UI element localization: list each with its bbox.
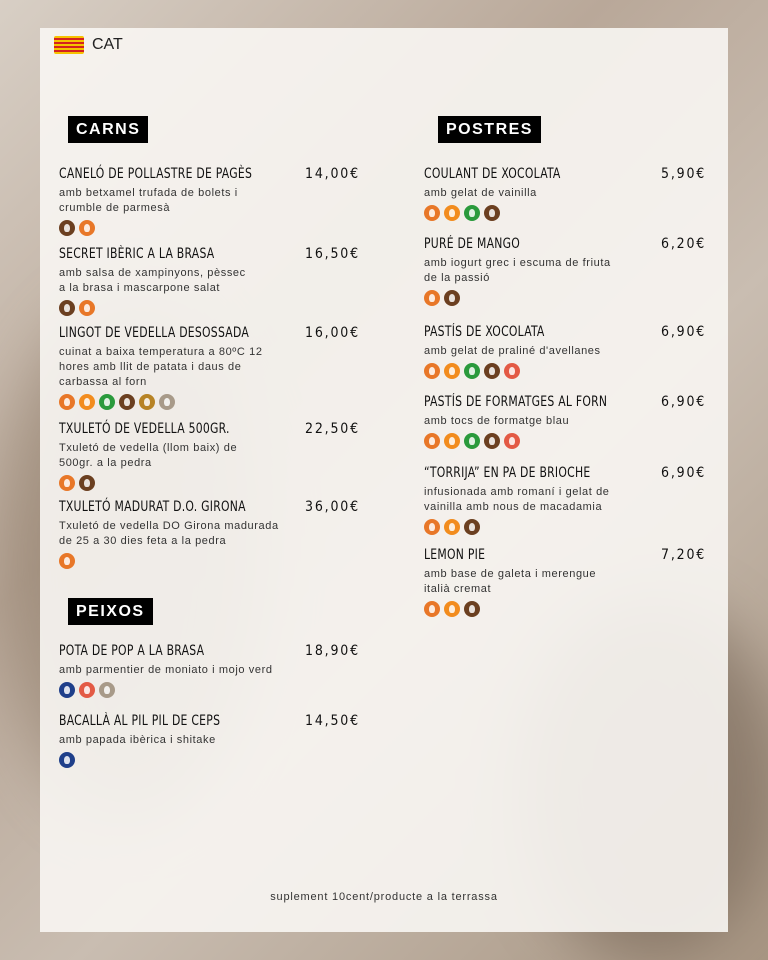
- item-description-line: Txuletó de vedella (llom baix) de: [59, 442, 238, 454]
- item-price: 7,20€: [661, 547, 707, 563]
- nuts-icon: [444, 519, 460, 535]
- allergen-icons: [59, 752, 365, 768]
- item-name: CANELÓ DE POLLASTRE DE PAGÈS: [59, 166, 253, 182]
- menu-item: [59, 643, 365, 698]
- item-name: LEMON PIE: [424, 547, 486, 563]
- nuts-icon: [444, 363, 460, 379]
- allergen-icons: [424, 433, 721, 449]
- dairy-icon: [79, 475, 95, 491]
- allergen-icons: [424, 290, 721, 306]
- item-description-line: italià cremat: [424, 583, 492, 595]
- egg-icon: [504, 433, 520, 449]
- section-title-peixos: PEIXOS: [68, 598, 153, 625]
- dairy-icon: [444, 290, 460, 306]
- allergen-icons: [59, 682, 365, 698]
- allergen-icons: [59, 220, 365, 236]
- dairy-icon: [119, 394, 135, 410]
- item-name: BACALLÀ AL PIL PIL DE CEPS: [59, 713, 221, 729]
- allergen-icons: [59, 300, 365, 316]
- item-price: 6,90€: [661, 465, 707, 481]
- item-description-line: amb parmentier de moniato i mojo verd: [59, 664, 273, 676]
- celery-icon: [464, 433, 480, 449]
- item-price: 6,20€: [661, 236, 707, 252]
- gluten-icon: [424, 601, 440, 617]
- sesame-icon: [159, 394, 175, 410]
- item-description-line: hores amb llit de patata i daus de: [59, 361, 242, 373]
- terrace-surcharge-note: suplement 10cent/producte a la terrassa: [270, 891, 498, 903]
- item-price: 22,50€: [305, 421, 360, 437]
- fish-icon: [59, 752, 75, 768]
- nuts-icon: [79, 394, 95, 410]
- celery-icon: [464, 363, 480, 379]
- dairy-icon: [484, 205, 500, 221]
- gluten-icon: [424, 519, 440, 535]
- item-name: TXULETÓ DE VEDELLA 500GR.: [59, 421, 230, 437]
- nuts-icon: [444, 601, 460, 617]
- item-name: COULANT DE XOCOLATA: [424, 166, 561, 182]
- nuts-icon: [444, 433, 460, 449]
- item-description-line: amb tocs de formatge blau: [424, 415, 570, 427]
- item-description: [59, 266, 365, 296]
- item-name: POTA DE POP A LA BRASA: [59, 643, 205, 659]
- dairy-icon: [484, 363, 500, 379]
- gluten-icon: [79, 220, 95, 236]
- dairy-icon: [484, 433, 500, 449]
- menu-item: [424, 465, 721, 535]
- language-label: CAT: [92, 36, 123, 53]
- item-description-line: Txuletó de vedella DO Girona madurada: [59, 520, 279, 532]
- item-name: TXULETÓ MADURAT D.O. GIRONA: [59, 499, 246, 515]
- allergen-icons: [424, 601, 721, 617]
- item-price: 5,90€: [661, 166, 707, 182]
- egg-icon: [79, 682, 95, 698]
- sesame-icon: [99, 682, 115, 698]
- item-description-line: amb betxamel trufada de bolets i: [59, 187, 238, 199]
- catalan-flag-icon: [54, 36, 84, 54]
- allergen-icons: [424, 205, 721, 221]
- menu-item: [59, 421, 365, 491]
- item-description: [59, 345, 365, 390]
- allergen-icons: [59, 475, 365, 491]
- nuts-icon: [444, 205, 460, 221]
- item-price: 6,90€: [661, 394, 707, 410]
- mustard-icon: [139, 394, 155, 410]
- item-description: [424, 485, 721, 515]
- item-description: [59, 519, 365, 549]
- item-name: PASTÍS DE FORMATGES AL FORN: [424, 394, 608, 410]
- menu-item: [59, 246, 365, 316]
- item-description-line: infusionada amb romaní i gelat de: [424, 486, 610, 498]
- gluten-icon: [59, 394, 75, 410]
- item-description-line: amb gelat de praliné d'avellanes: [424, 345, 601, 357]
- item-description-line: carbassa al forn: [59, 376, 147, 388]
- dairy-icon: [59, 300, 75, 316]
- gluten-icon: [424, 290, 440, 306]
- gluten-icon: [79, 300, 95, 316]
- item-price: 18,90€: [305, 643, 360, 659]
- menu-item: [424, 166, 721, 221]
- menu-item: [59, 325, 365, 410]
- fish-icon: [59, 682, 75, 698]
- allergen-icons: [424, 363, 721, 379]
- item-name: LINGOT DE VEDELLA DESOSSADA: [59, 325, 250, 341]
- item-name: “TORRIJA” EN PA DE BRIOCHE: [424, 465, 591, 481]
- item-description-line: de 25 a 30 dies feta a la pedra: [59, 535, 227, 547]
- item-name: PASTÍS DE XOCOLATA: [424, 324, 545, 340]
- menu-item: [59, 713, 365, 768]
- menu-item: [424, 394, 721, 449]
- item-description-line: de la passió: [424, 272, 490, 284]
- item-description-line: a la brasa i mascarpone salat: [59, 282, 221, 294]
- gluten-icon: [424, 205, 440, 221]
- item-description: [59, 186, 365, 216]
- menu-item: [59, 499, 365, 569]
- gluten-icon: [424, 363, 440, 379]
- egg-icon: [504, 363, 520, 379]
- item-price: 16,00€: [305, 325, 360, 341]
- item-description-line: amb papada ibèrica i shitake: [59, 734, 216, 746]
- item-name: SECRET IBÈRIC A LA BRASA: [59, 246, 215, 262]
- item-description-line: amb salsa de xampinyons, pèssec: [59, 267, 246, 279]
- item-price: 36,00€: [305, 499, 360, 515]
- menu-item: [424, 324, 721, 379]
- gluten-icon: [59, 553, 75, 569]
- item-description-line: cuinat a baixa temperatura a 80ºC 12: [59, 346, 263, 358]
- menu-item: [424, 236, 721, 306]
- section-title-carns: CARNS: [68, 116, 148, 143]
- item-description-line: amb iogurt grec i escuma de friuta: [424, 257, 611, 269]
- item-description: [59, 441, 365, 471]
- item-description-line: amb base de galeta i merengue: [424, 568, 597, 580]
- allergen-icons: [59, 394, 365, 410]
- item-description: [424, 186, 721, 201]
- item-description: [424, 414, 721, 429]
- item-description-line: amb gelat de vainilla: [424, 187, 537, 199]
- menu-item: [424, 547, 721, 617]
- item-price: 6,90€: [661, 324, 707, 340]
- item-price: 14,50€: [305, 713, 360, 729]
- item-description-line: vainilla amb nous de macadamia: [424, 501, 603, 513]
- item-description: [59, 663, 365, 678]
- item-description: [424, 256, 721, 286]
- item-name: PURÉ DE MANGO: [424, 236, 521, 252]
- item-description-line: crumble de parmesà: [59, 202, 171, 214]
- item-price: 14,00€: [305, 166, 360, 182]
- celery-icon: [464, 205, 480, 221]
- language-selector[interactable]: [54, 36, 123, 54]
- allergen-icons: [424, 519, 721, 535]
- menu-item: [59, 166, 365, 236]
- item-description: [59, 733, 365, 748]
- gluten-icon: [59, 475, 75, 491]
- section-title-postres: POSTRES: [438, 116, 541, 143]
- item-description-line: 500gr. a la pedra: [59, 457, 152, 469]
- allergen-icons: [59, 553, 365, 569]
- item-description: [424, 344, 721, 359]
- item-description: [424, 567, 721, 597]
- dairy-icon: [59, 220, 75, 236]
- item-price: 16,50€: [305, 246, 360, 262]
- celery-icon: [99, 394, 115, 410]
- dairy-icon: [464, 601, 480, 617]
- gluten-icon: [424, 433, 440, 449]
- dairy-icon: [464, 519, 480, 535]
